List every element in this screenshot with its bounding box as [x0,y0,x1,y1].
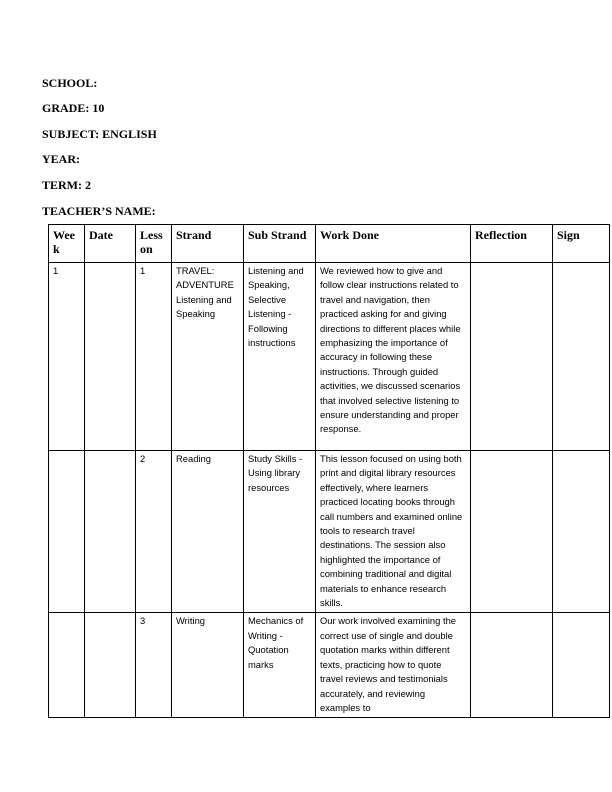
cell-date [85,451,136,613]
cell-date [85,613,136,718]
year-label: YEAR: [42,152,80,166]
cell-sign [553,451,610,613]
cell-week [49,613,85,718]
teacher-name-label: TEACHER’S NAME: [42,204,156,218]
term-label: TERM: 2 [42,178,91,192]
cell-sub-strand: Listening and Speaking, Selective Listening - Following instructions [244,263,316,451]
cell-sign [553,263,610,451]
cell-lesson: 1 [136,263,172,451]
cell-sub-strand: Study Skills - Using library resources [244,451,316,613]
cell-strand: Writing [172,613,244,718]
cell-week: 1 [49,263,85,451]
header-lesson: Less on [136,225,172,263]
cell-lesson: 2 [136,451,172,613]
cell-work-done: This lesson focused on using both print and digital library resources effectively, where learners practiced locating books through call numbers and examined online tools to research travel destinations. The session also highlighted the importance of combining traditional and digital materials to enhance research skills. [316,451,471,613]
table-header-row [49,225,610,263]
header-work-done: Work Done [316,225,471,263]
cell-date [85,263,136,451]
cell-sub-strand: Mechanics of Writing - Quotation marks [244,613,316,718]
grade-label: GRADE: 10 [42,101,105,115]
cell-work-done: We reviewed how to give and follow clear instructions related to travel and navigation, then practiced asking for and giving directions to different places while emphasizing the importance of accuracy in following these instructions. Through guided activities, we discussed scenarios that involved selective listening to ensure understanding and proper response. [316,263,471,451]
table-row [49,263,610,451]
cell-lesson: 3 [136,613,172,718]
header-date: Date [85,225,136,263]
header-week: Wee k [49,225,85,263]
cell-strand: TRAVEL: ADVENTURE Listening and Speaking [172,263,244,451]
cell-strand: Reading [172,451,244,613]
cell-reflection [471,263,553,451]
cell-week [49,451,85,613]
lesson-record-table [48,224,610,718]
cell-reflection [471,451,553,613]
cell-work-done: Our work involved examining the correct use of single and double quotation marks within different texts, practicing how to quote travel reviews and testimonials accurately, and reviewing examples to [316,613,471,718]
header-sub-strand: Sub Strand [244,225,316,263]
cell-sign [553,613,610,718]
header-reflection: Reflection [471,225,553,263]
header-sign: Sign [553,225,610,263]
table-row [49,613,610,718]
cell-reflection [471,613,553,718]
subject-label: SUBJECT: ENGLISH [42,127,157,141]
table-row [49,451,610,613]
school-label: SCHOOL: [42,76,98,90]
header-strand: Strand [172,225,244,263]
